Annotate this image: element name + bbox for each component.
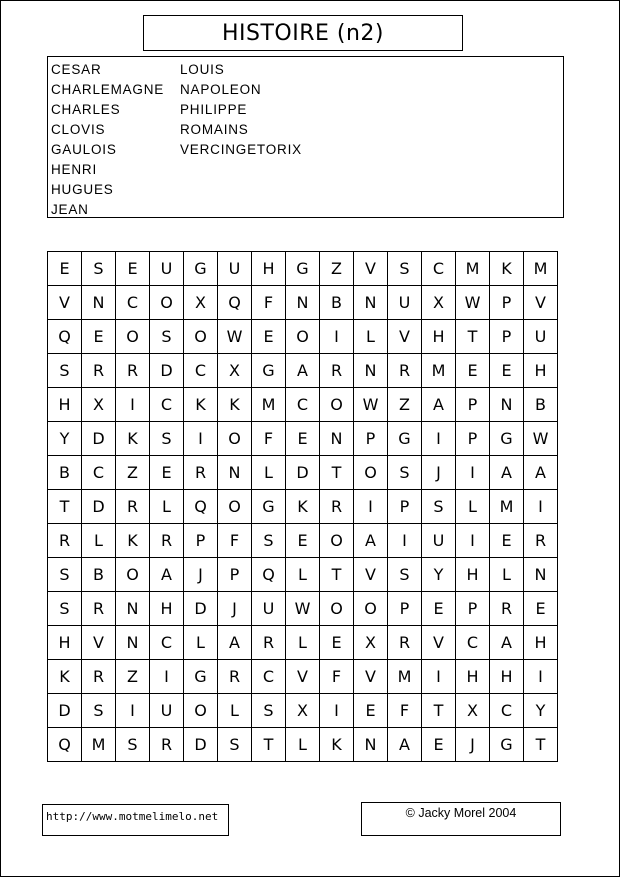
word-item: PHILIPPE	[180, 102, 248, 117]
grid-row	[48, 422, 558, 456]
grid-cell: D	[150, 354, 184, 388]
grid-cell: I	[456, 456, 490, 490]
grid-cell: O	[218, 490, 252, 524]
word-item: CLOVIS	[51, 122, 106, 137]
grid-cell: T	[320, 456, 354, 490]
grid-cell: V	[354, 252, 388, 286]
grid-cell: G	[184, 252, 218, 286]
grid-cell: R	[116, 354, 150, 388]
grid-cell: X	[286, 694, 320, 728]
grid-cell: F	[320, 660, 354, 694]
grid-cell: E	[422, 592, 456, 626]
grid-cell: H	[524, 626, 558, 660]
grid-cell: G	[252, 490, 286, 524]
grid-cell: E	[286, 422, 320, 456]
grid-cell: T	[252, 728, 286, 762]
word-list-column-2	[180, 60, 302, 160]
word-item: JEAN	[51, 202, 89, 217]
grid-cell: R	[490, 592, 524, 626]
grid-cell: T	[422, 694, 456, 728]
grid-cell: A	[490, 456, 524, 490]
grid-cell: A	[422, 388, 456, 422]
grid-cell: O	[116, 558, 150, 592]
grid-cell: S	[48, 354, 82, 388]
grid-cell: K	[48, 660, 82, 694]
grid-cell: J	[218, 592, 252, 626]
grid-cell: M	[456, 252, 490, 286]
grid-cell: P	[388, 592, 422, 626]
grid-cell: L	[456, 490, 490, 524]
grid-cell: Q	[48, 320, 82, 354]
grid-cell: B	[524, 388, 558, 422]
grid-cell: X	[422, 286, 456, 320]
grid-cell: H	[48, 388, 82, 422]
letter-grid	[47, 251, 558, 762]
grid-cell: S	[116, 728, 150, 762]
word-item: GAULOIS	[51, 142, 117, 157]
grid-cell: M	[252, 388, 286, 422]
grid-cell: H	[524, 354, 558, 388]
word-item: VERCINGETORIX	[180, 142, 302, 157]
grid-cell: V	[524, 286, 558, 320]
grid-cell: R	[524, 524, 558, 558]
grid-cell: N	[82, 286, 116, 320]
grid-cell: X	[184, 286, 218, 320]
grid-cell: G	[286, 252, 320, 286]
grid-cell: D	[184, 728, 218, 762]
grid-cell: O	[184, 694, 218, 728]
grid-cell: O	[320, 592, 354, 626]
grid-cell: S	[150, 320, 184, 354]
grid-cell: V	[354, 558, 388, 592]
grid-cell: V	[286, 660, 320, 694]
grid-row	[48, 728, 558, 762]
grid-cell: R	[150, 728, 184, 762]
grid-cell: N	[490, 388, 524, 422]
grid-cell: C	[422, 252, 456, 286]
grid-cell: K	[116, 524, 150, 558]
grid-cell: I	[184, 422, 218, 456]
grid-cell: L	[218, 694, 252, 728]
grid-cell: F	[252, 422, 286, 456]
grid-cell: H	[48, 626, 82, 660]
grid-cell: Y	[524, 694, 558, 728]
grid-cell: E	[150, 456, 184, 490]
grid-cell: N	[354, 354, 388, 388]
grid-cell: Z	[116, 456, 150, 490]
grid-cell: P	[456, 422, 490, 456]
grid-cell: C	[252, 660, 286, 694]
grid-cell: S	[150, 422, 184, 456]
grid-cell: I	[320, 320, 354, 354]
grid-cell: E	[252, 320, 286, 354]
grid-cell: I	[422, 660, 456, 694]
grid-cell: L	[184, 626, 218, 660]
grid-cell: A	[388, 728, 422, 762]
grid-cell: U	[388, 286, 422, 320]
word-item: CHARLES	[51, 102, 121, 117]
grid-cell: S	[252, 694, 286, 728]
word-item: HUGUES	[51, 182, 114, 197]
grid-cell: P	[218, 558, 252, 592]
grid-cell: N	[354, 286, 388, 320]
grid-cell: L	[286, 728, 320, 762]
grid-cell: V	[354, 660, 388, 694]
grid-cell: D	[82, 490, 116, 524]
grid-cell: E	[422, 728, 456, 762]
grid-cell: K	[184, 388, 218, 422]
grid-cell: U	[422, 524, 456, 558]
grid-cell: X	[456, 694, 490, 728]
grid-cell: T	[48, 490, 82, 524]
grid-cell: Z	[320, 252, 354, 286]
grid-cell: J	[184, 558, 218, 592]
grid-cell: Q	[48, 728, 82, 762]
grid-cell: H	[252, 252, 286, 286]
grid-cell: A	[490, 626, 524, 660]
grid-cell: R	[218, 660, 252, 694]
grid-cell: O	[320, 388, 354, 422]
grid-cell: R	[252, 626, 286, 660]
grid-cell: J	[456, 728, 490, 762]
grid-cell: H	[456, 660, 490, 694]
grid-cell: H	[150, 592, 184, 626]
word-item: CESAR	[51, 62, 102, 77]
grid-cell: E	[82, 320, 116, 354]
grid-cell: D	[82, 422, 116, 456]
grid-cell: K	[490, 252, 524, 286]
grid-cell: L	[82, 524, 116, 558]
grid-cell: A	[218, 626, 252, 660]
grid-cell: E	[48, 252, 82, 286]
grid-cell: W	[218, 320, 252, 354]
grid-cell: I	[422, 422, 456, 456]
word-list	[47, 56, 564, 218]
grid-cell: L	[286, 558, 320, 592]
grid-cell: R	[150, 524, 184, 558]
grid-cell: A	[150, 558, 184, 592]
grid-cell: E	[490, 524, 524, 558]
grid-cell: A	[524, 456, 558, 490]
grid-cell: A	[286, 354, 320, 388]
grid-cell: O	[354, 456, 388, 490]
grid-cell: E	[354, 694, 388, 728]
grid-cell: M	[422, 354, 456, 388]
grid-cell: R	[388, 354, 422, 388]
grid-cell: S	[48, 558, 82, 592]
grid-row	[48, 660, 558, 694]
grid-cell: Y	[48, 422, 82, 456]
grid-cell: M	[524, 252, 558, 286]
word-item: ROMAINS	[180, 122, 249, 137]
grid-cell: D	[48, 694, 82, 728]
grid-cell: C	[150, 388, 184, 422]
grid-cell: F	[218, 524, 252, 558]
grid-cell: H	[490, 660, 524, 694]
grid-cell: R	[320, 490, 354, 524]
grid-cell: C	[184, 354, 218, 388]
grid-cell: G	[490, 422, 524, 456]
grid-cell: J	[422, 456, 456, 490]
grid-cell: P	[456, 592, 490, 626]
grid-cell: I	[456, 524, 490, 558]
grid-cell: L	[490, 558, 524, 592]
grid-cell: S	[82, 694, 116, 728]
grid-cell: H	[456, 558, 490, 592]
grid-cell: L	[150, 490, 184, 524]
grid-cell: C	[150, 626, 184, 660]
grid-cell: C	[490, 694, 524, 728]
grid-cell: O	[320, 524, 354, 558]
grid-cell: Z	[388, 388, 422, 422]
grid-cell: O	[286, 320, 320, 354]
grid-cell: D	[184, 592, 218, 626]
word-list-column-1	[51, 60, 164, 220]
grid-row	[48, 320, 558, 354]
grid-cell: O	[354, 592, 388, 626]
grid-cell: M	[388, 660, 422, 694]
footer-url-box	[42, 804, 229, 836]
grid-cell: Z	[116, 660, 150, 694]
grid-cell: G	[490, 728, 524, 762]
grid-row	[48, 626, 558, 660]
grid-cell: I	[116, 694, 150, 728]
grid-cell: X	[82, 388, 116, 422]
grid-row	[48, 286, 558, 320]
grid-cell: S	[388, 456, 422, 490]
grid-cell: U	[150, 252, 184, 286]
grid-cell: C	[116, 286, 150, 320]
grid-cell: S	[82, 252, 116, 286]
grid-cell: V	[422, 626, 456, 660]
grid-cell: V	[82, 626, 116, 660]
grid-cell: L	[354, 320, 388, 354]
grid-cell: Q	[218, 286, 252, 320]
word-item: HENRI	[51, 162, 98, 177]
grid-row	[48, 252, 558, 286]
grid-cell: I	[150, 660, 184, 694]
grid-cell: N	[218, 456, 252, 490]
grid-cell: N	[116, 626, 150, 660]
grid-cell: H	[422, 320, 456, 354]
grid-cell: E	[320, 626, 354, 660]
grid-row	[48, 490, 558, 524]
grid-cell: B	[48, 456, 82, 490]
grid-cell: C	[456, 626, 490, 660]
grid-cell: T	[320, 558, 354, 592]
grid-cell: N	[116, 592, 150, 626]
grid-cell: U	[524, 320, 558, 354]
grid-row	[48, 354, 558, 388]
grid-row	[48, 558, 558, 592]
grid-cell: K	[116, 422, 150, 456]
grid-cell: W	[354, 388, 388, 422]
grid-cell: V	[388, 320, 422, 354]
grid-cell: T	[524, 728, 558, 762]
grid-cell: W	[524, 422, 558, 456]
grid-cell: S	[388, 558, 422, 592]
grid-cell: R	[48, 524, 82, 558]
grid-cell: L	[252, 456, 286, 490]
grid-cell: M	[82, 728, 116, 762]
grid-cell: O	[116, 320, 150, 354]
grid-cell: R	[116, 490, 150, 524]
grid-cell: C	[286, 388, 320, 422]
grid-cell: R	[82, 660, 116, 694]
grid-cell: I	[320, 694, 354, 728]
word-item: NAPOLEON	[180, 82, 262, 97]
footer-copyright-box	[361, 802, 561, 836]
grid-cell: B	[82, 558, 116, 592]
grid-cell: M	[490, 490, 524, 524]
grid-cell: X	[354, 626, 388, 660]
grid-cell: S	[388, 252, 422, 286]
grid-cell: R	[388, 626, 422, 660]
grid-cell: F	[388, 694, 422, 728]
grid-cell: W	[456, 286, 490, 320]
grid-cell: N	[320, 422, 354, 456]
grid-cell: Q	[252, 558, 286, 592]
grid-cell: P	[456, 388, 490, 422]
grid-row	[48, 388, 558, 422]
grid-cell: R	[184, 456, 218, 490]
grid-cell: N	[354, 728, 388, 762]
grid-cell: S	[252, 524, 286, 558]
grid-row	[48, 592, 558, 626]
grid-cell: I	[116, 388, 150, 422]
grid-cell: S	[422, 490, 456, 524]
grid-cell: T	[456, 320, 490, 354]
word-item: CHARLEMAGNE	[51, 82, 165, 97]
grid-cell: X	[218, 354, 252, 388]
grid-cell: V	[48, 286, 82, 320]
grid-cell: G	[252, 354, 286, 388]
grid-cell: K	[218, 388, 252, 422]
grid-cell: P	[388, 490, 422, 524]
grid-cell: E	[286, 524, 320, 558]
grid-cell: R	[82, 592, 116, 626]
grid-cell: L	[286, 626, 320, 660]
grid-cell: U	[252, 592, 286, 626]
grid-cell: A	[354, 524, 388, 558]
grid-cell: B	[320, 286, 354, 320]
grid-row	[48, 694, 558, 728]
grid-cell: K	[286, 490, 320, 524]
grid-cell: F	[252, 286, 286, 320]
grid-cell: R	[82, 354, 116, 388]
grid-cell: G	[388, 422, 422, 456]
grid-cell: W	[286, 592, 320, 626]
grid-row	[48, 524, 558, 558]
grid-cell: I	[388, 524, 422, 558]
grid-cell: E	[456, 354, 490, 388]
grid-cell: I	[524, 490, 558, 524]
grid-cell: P	[490, 286, 524, 320]
grid-cell: Y	[422, 558, 456, 592]
grid-cell: O	[218, 422, 252, 456]
grid-cell: D	[286, 456, 320, 490]
grid-cell: I	[354, 490, 388, 524]
grid-cell: C	[82, 456, 116, 490]
grid-cell: O	[150, 286, 184, 320]
grid-cell: P	[490, 320, 524, 354]
grid-cell: N	[286, 286, 320, 320]
grid-cell: N	[524, 558, 558, 592]
grid-cell: E	[116, 252, 150, 286]
grid-cell: U	[150, 694, 184, 728]
grid-cell: E	[490, 354, 524, 388]
grid-cell: I	[524, 660, 558, 694]
footer-copyright: © Jacky Morel 2004	[405, 806, 517, 820]
grid-cell: S	[48, 592, 82, 626]
grid-cell: P	[354, 422, 388, 456]
grid-row	[48, 456, 558, 490]
page-title	[143, 15, 463, 51]
grid-cell: G	[184, 660, 218, 694]
grid-cell: R	[320, 354, 354, 388]
grid-cell: S	[218, 728, 252, 762]
grid-cell: K	[320, 728, 354, 762]
grid-cell: U	[218, 252, 252, 286]
grid-cell: O	[184, 320, 218, 354]
footer-url: http://www.motmelimelo.net	[46, 810, 219, 823]
word-item: LOUIS	[180, 62, 225, 77]
grid-cell: P	[184, 524, 218, 558]
grid-cell: E	[524, 592, 558, 626]
page-title-text: HISTOIRE (n2)	[221, 20, 385, 46]
grid-cell: Q	[184, 490, 218, 524]
